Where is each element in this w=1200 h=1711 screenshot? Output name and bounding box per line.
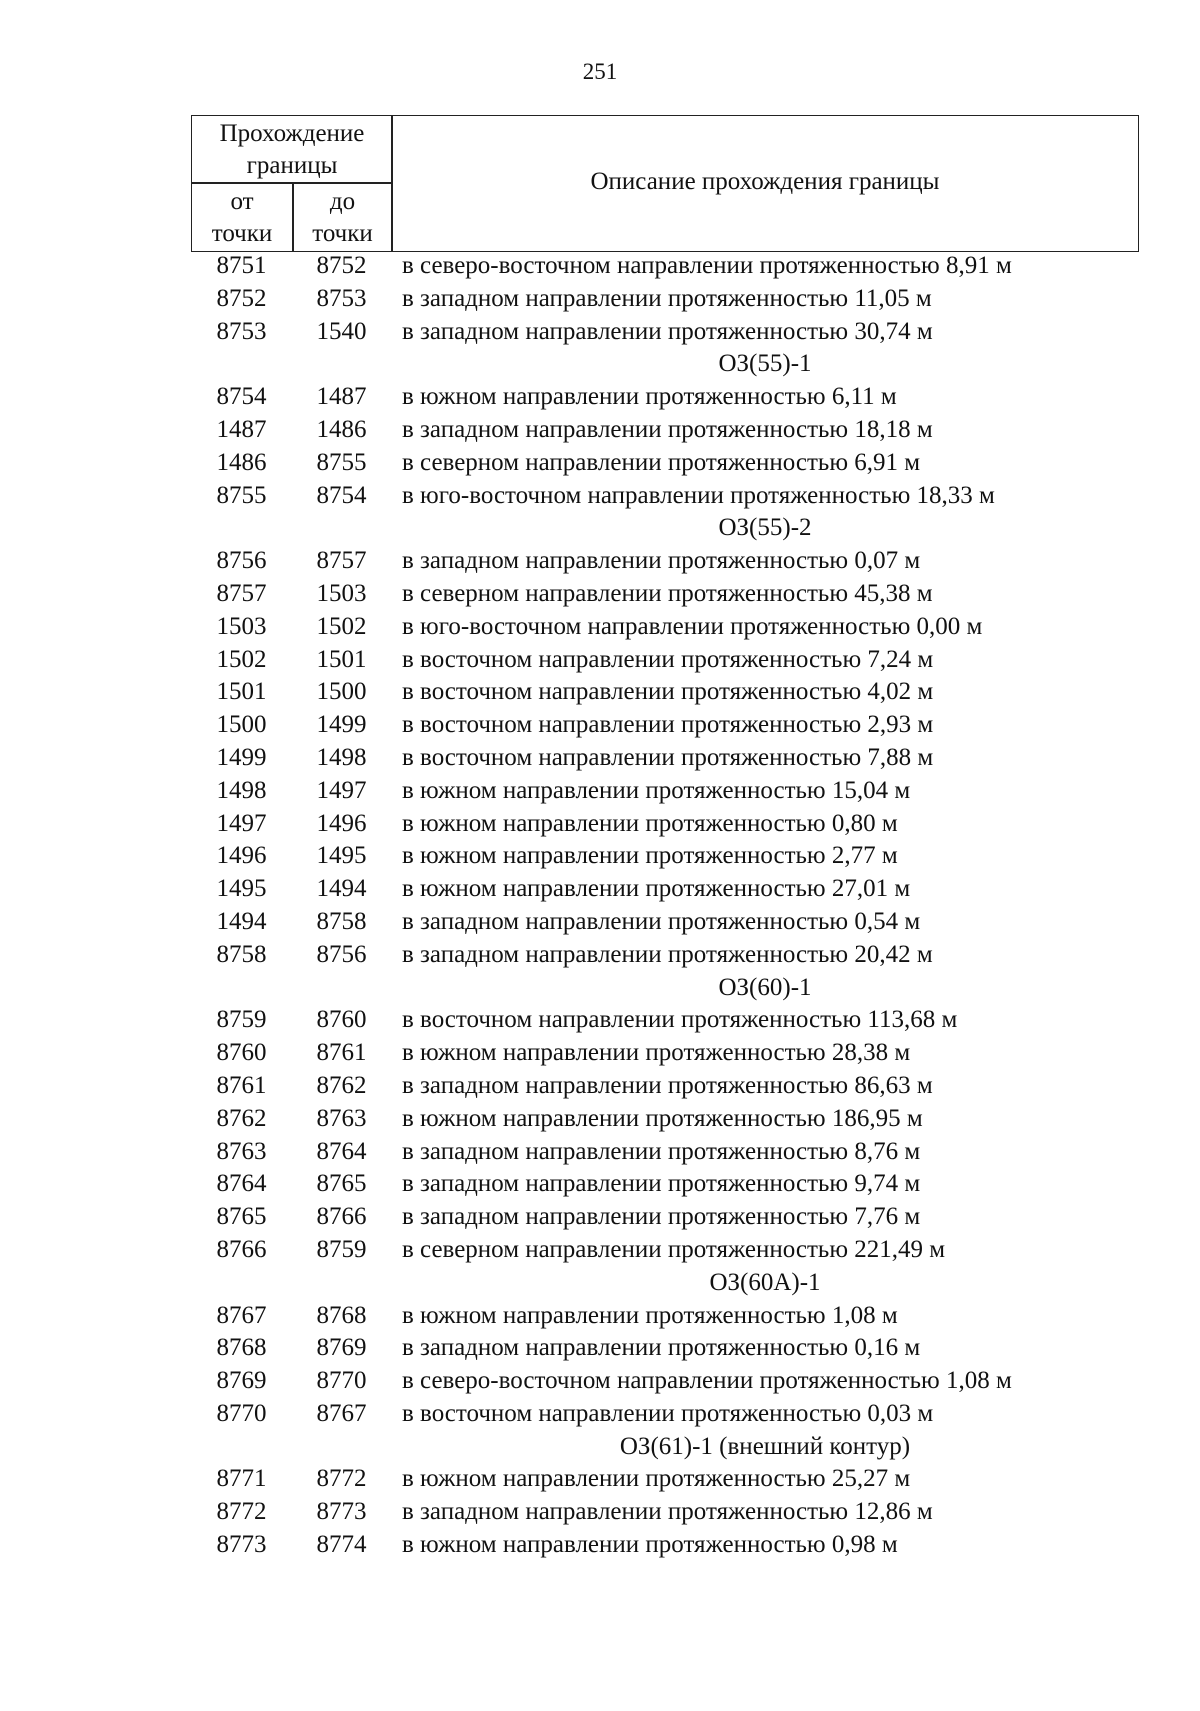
section-label: ОЗ(55)-1	[718, 350, 812, 378]
table-row	[191, 381, 1141, 414]
description-cell: в южном направлении протяженностью 27,01 м	[402, 875, 911, 903]
description-cell: в южном направлении протяженностью 28,38 м	[402, 1039, 911, 1067]
from-point-cell: 8757	[216, 579, 267, 607]
to-point-cell: 8766	[316, 1203, 367, 1231]
to-point-cell: 1502	[316, 612, 367, 640]
table-row	[191, 1070, 1141, 1103]
to-point-cell: 1540	[316, 317, 367, 345]
from-point-cell: 1496	[216, 842, 267, 870]
description-cell: в западном направлении протяженностью 8,76 м	[402, 1137, 921, 1165]
table-row	[191, 1136, 1141, 1169]
table-row	[191, 1004, 1141, 1037]
to-point-cell: 1487	[316, 383, 367, 411]
to-point-cell: 8757	[316, 547, 367, 575]
to-point-cell: 1499	[316, 711, 367, 739]
to-point-cell: 8763	[316, 1104, 367, 1132]
from-point-cell: 8766	[216, 1235, 267, 1263]
description-cell: в восточном направлении протяженностью 7,88 м	[402, 743, 934, 771]
table-row	[191, 1463, 1141, 1496]
from-point-cell: 8758	[216, 940, 267, 968]
header-to-line1: до	[329, 188, 356, 215]
table-header	[191, 115, 1139, 252]
description-cell: в южном направлении протяженностью 2,77 м	[402, 842, 898, 870]
table-row	[191, 873, 1141, 906]
description-cell: в южном направлении протяженностью 6,11 м	[402, 383, 897, 411]
description-cell: в северном направлении протяженностью 45,38 м	[402, 579, 933, 607]
section-heading-row	[191, 972, 1141, 1005]
from-point-cell: 1494	[216, 907, 267, 935]
from-point-cell: 1502	[216, 645, 267, 673]
from-point-cell: 1499	[216, 743, 267, 771]
from-point-cell: 8753	[216, 317, 267, 345]
table-row	[191, 906, 1141, 939]
from-point-cell: 8768	[216, 1334, 267, 1362]
header-group-title-line2: границы	[246, 152, 338, 179]
from-point-cell: 8764	[216, 1170, 267, 1198]
to-point-cell: 8767	[316, 1399, 367, 1427]
to-point-cell: 1486	[316, 415, 367, 443]
table-row	[191, 1234, 1141, 1267]
to-point-cell: 1500	[316, 678, 367, 706]
to-point-cell: 8752	[316, 252, 367, 279]
description-cell: в северном направлении протяженностью 221,49 м	[402, 1235, 946, 1263]
description-cell: в западном направлении протяженностью 7,76 м	[402, 1203, 921, 1231]
table-row	[191, 611, 1141, 644]
description-cell: в западном направлении протяженностью 11,05 м	[402, 284, 932, 312]
section-label: ОЗ(60А)-1	[709, 1268, 821, 1296]
header-to-line2: точки	[312, 220, 373, 247]
table-row	[191, 1168, 1141, 1201]
to-point-cell: 8760	[316, 1006, 367, 1034]
to-point-cell: 1498	[316, 743, 367, 771]
header-group-title-line1: Прохождение	[219, 120, 365, 147]
header-from-line2: точки	[211, 220, 273, 247]
from-point-cell: 1498	[216, 776, 267, 804]
to-point-cell: 8770	[316, 1367, 367, 1395]
description-cell: в восточном направлении протяженностью 4,02 м	[402, 678, 934, 706]
to-point-cell: 8774	[316, 1531, 367, 1559]
table-row	[191, 414, 1141, 447]
from-point-cell: 8767	[216, 1301, 267, 1329]
to-point-cell: 8759	[316, 1235, 367, 1263]
to-point-cell: 8768	[316, 1301, 367, 1329]
table-row	[191, 676, 1141, 709]
to-point-cell: 1501	[316, 645, 367, 673]
description-cell: в северо-восточном направлении протяженностью 8,91 м	[402, 252, 1012, 279]
table-body	[191, 250, 1141, 1562]
description-cell: в западном направлении протяженностью 20,42 м	[402, 940, 933, 968]
table-row	[191, 283, 1141, 316]
description-cell: в восточном направлении протяженностью 7,24 м	[402, 645, 934, 673]
to-point-cell: 8753	[316, 284, 367, 312]
to-point-cell: 1494	[316, 875, 367, 903]
table-row	[191, 578, 1141, 611]
from-point-cell: 8765	[216, 1203, 267, 1231]
description-cell: в западном направлении протяженностью 12,86 м	[402, 1498, 933, 1526]
section-label: ОЗ(61)-1 (внешний контур)	[619, 1432, 911, 1460]
description-cell: в южном направлении протяженностью 1,08 м	[402, 1301, 898, 1329]
description-cell: в западном направлении протяженностью 0,16 м	[402, 1334, 921, 1362]
table-row	[191, 447, 1141, 480]
to-point-cell: 8772	[316, 1465, 367, 1493]
section-heading-row	[191, 1267, 1141, 1300]
table-row	[191, 939, 1141, 972]
description-cell: в восточном направлении протяженностью 2,93 м	[402, 711, 934, 739]
table-row	[191, 775, 1141, 808]
to-point-cell: 1495	[316, 842, 367, 870]
from-point-cell: 8770	[216, 1399, 267, 1427]
description-cell: в западном направлении протяженностью 30,74 м	[402, 317, 933, 345]
table-row	[191, 709, 1141, 742]
table-row	[191, 316, 1141, 349]
from-point-cell: 8752	[216, 284, 267, 312]
from-point-cell: 1497	[216, 809, 267, 837]
to-point-cell: 8756	[316, 940, 367, 968]
description-cell: в южном направлении протяженностью 15,04 м	[402, 776, 911, 804]
from-point-cell: 8771	[216, 1465, 267, 1493]
description-cell: в южном направлении протяженностью 25,27 м	[402, 1465, 911, 1493]
from-point-cell: 8762	[216, 1104, 267, 1132]
section-heading-row	[191, 1431, 1141, 1464]
to-point-cell: 8761	[316, 1039, 367, 1067]
from-point-cell: 8755	[216, 481, 267, 509]
table-row	[191, 644, 1141, 677]
header-description-title: Описание прохождения границы	[590, 168, 940, 195]
to-point-cell: 8754	[316, 481, 367, 509]
from-point-cell: 1501	[216, 678, 267, 706]
description-cell: в восточном направлении протяженностью 0,03 м	[402, 1399, 934, 1427]
description-cell: в западном направлении протяженностью 0,54 м	[402, 907, 921, 935]
from-point-cell: 1486	[216, 448, 267, 476]
description-cell: в западном направлении протяженностью 0,07 м	[402, 547, 921, 575]
from-point-cell: 8761	[216, 1071, 267, 1099]
description-cell: в северном направлении протяженностью 6,91 м	[402, 448, 921, 476]
description-cell: в восточном направлении протяженностью 113,68 м	[402, 1006, 958, 1034]
table-row	[191, 1103, 1141, 1136]
to-point-cell: 8762	[316, 1071, 367, 1099]
table-row	[191, 1398, 1141, 1431]
to-point-cell: 1503	[316, 579, 367, 607]
description-cell: в северо-восточном направлении протяженностью 1,08 м	[402, 1367, 1012, 1395]
table-row	[191, 250, 1141, 283]
table-row	[191, 808, 1141, 841]
table-row	[191, 1496, 1141, 1529]
from-point-cell: 8773	[216, 1531, 267, 1559]
table-row	[191, 742, 1141, 775]
from-point-cell: 8763	[216, 1137, 267, 1165]
from-point-cell: 8756	[216, 547, 267, 575]
from-point-cell: 8769	[216, 1367, 267, 1395]
description-cell: в юго-восточном направлении протяженностью 18,33 м	[402, 481, 995, 509]
to-point-cell: 1497	[316, 776, 367, 804]
table-row	[191, 1332, 1141, 1365]
table-row	[191, 1037, 1141, 1070]
description-cell: в южном направлении протяженностью 0,80 м	[402, 809, 898, 837]
section-heading-row	[191, 512, 1141, 545]
from-point-cell: 8754	[216, 383, 267, 411]
section-label: ОЗ(55)-2	[718, 514, 812, 542]
from-point-cell: 1487	[216, 415, 267, 443]
from-point-cell: 8772	[216, 1498, 267, 1526]
to-point-cell: 8773	[316, 1498, 367, 1526]
description-cell: в юго-восточном направлении протяженностью 0,00 м	[402, 612, 983, 640]
from-point-cell: 1503	[216, 612, 267, 640]
to-point-cell: 8764	[316, 1137, 367, 1165]
from-point-cell: 8751	[216, 252, 267, 279]
table-row	[191, 1529, 1141, 1562]
table-row	[191, 1201, 1141, 1234]
header-from-line1: от	[230, 188, 254, 215]
from-point-cell: 1495	[216, 875, 267, 903]
section-heading-row	[191, 348, 1141, 381]
description-cell: в западном направлении протяженностью 86,63 м	[402, 1071, 933, 1099]
table-row	[191, 1365, 1141, 1398]
table-row	[191, 840, 1141, 873]
description-cell: в южном направлении протяженностью 0,98 м	[402, 1531, 898, 1559]
to-point-cell: 8758	[316, 907, 367, 935]
description-cell: в западном направлении протяженностью 18,18 м	[402, 415, 933, 443]
to-point-cell: 1496	[316, 809, 367, 837]
section-label: ОЗ(60)-1	[718, 973, 812, 1001]
to-point-cell: 8765	[316, 1170, 367, 1198]
to-point-cell: 8769	[316, 1334, 367, 1362]
to-point-cell: 8755	[316, 448, 367, 476]
from-point-cell: 8759	[216, 1006, 267, 1034]
page-number: 251	[582, 59, 618, 84]
from-point-cell: 8760	[216, 1039, 267, 1067]
description-cell: в западном направлении протяженностью 9,74 м	[402, 1170, 921, 1198]
table-row	[191, 480, 1141, 513]
table-row	[191, 545, 1141, 578]
from-point-cell: 1500	[216, 711, 267, 739]
table-row	[191, 1300, 1141, 1333]
description-cell: в южном направлении протяженностью 186,95 м	[402, 1104, 923, 1132]
